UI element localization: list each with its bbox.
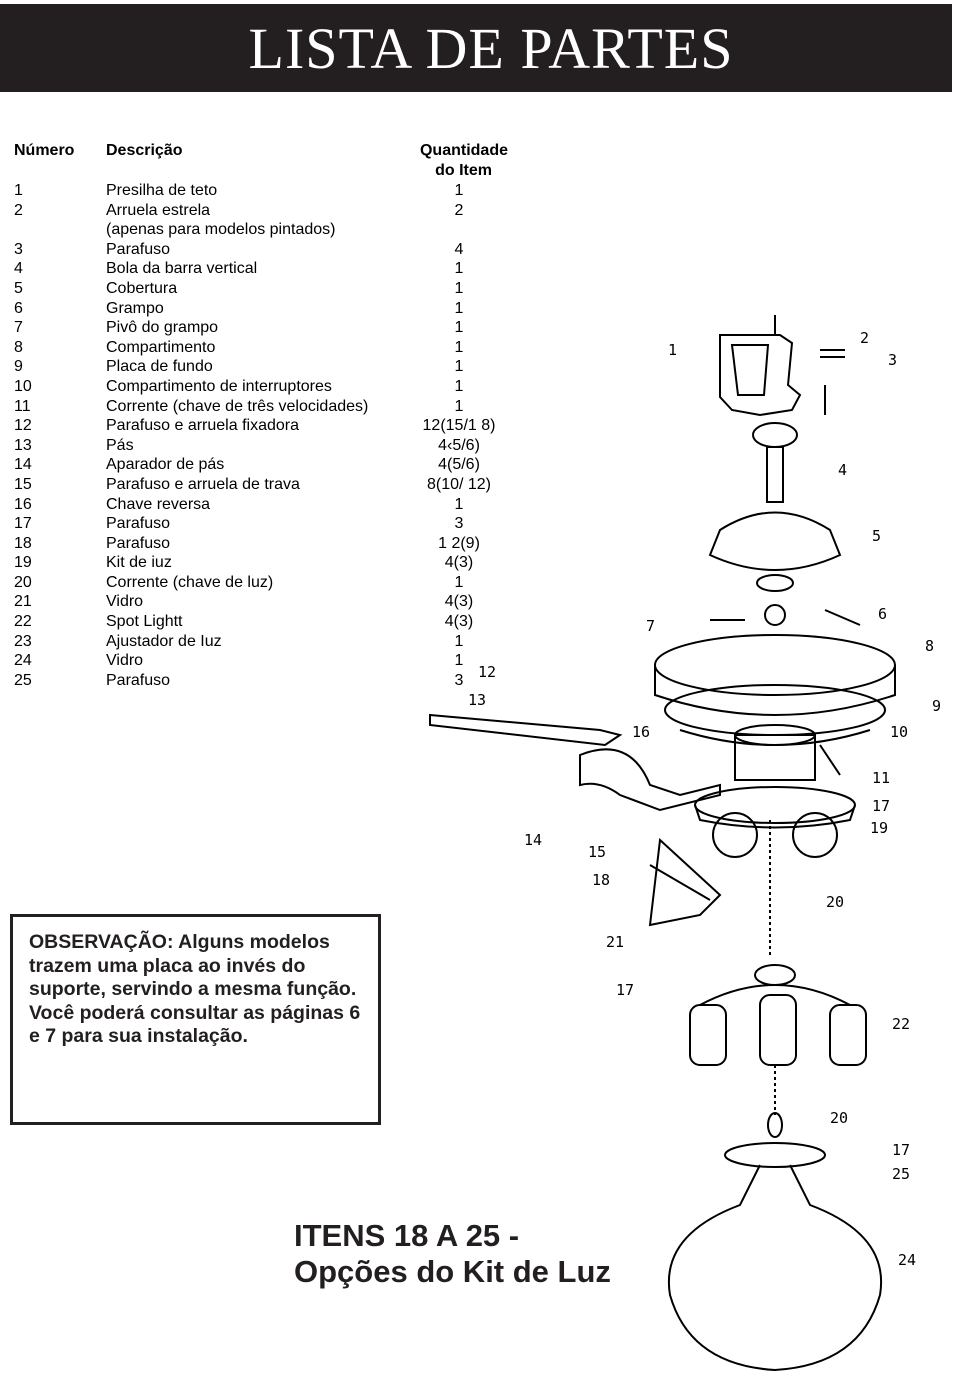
part-quantity: 4‹5/6) xyxy=(438,436,480,454)
part-quantity: 4(3) xyxy=(444,613,474,631)
label-12: 12 xyxy=(478,663,497,681)
part-quantity: 1 xyxy=(454,319,464,337)
title-banner xyxy=(0,4,952,92)
part-description: Arruela estrela xyxy=(106,201,211,219)
part-number: 4 xyxy=(14,260,23,278)
part-quantity: 2 xyxy=(454,201,464,219)
part-quantity: 1 xyxy=(454,652,464,670)
part-description: Parafuso xyxy=(106,515,171,533)
part-description: Placa de fundo xyxy=(106,358,213,376)
part-description: Presilha de teto xyxy=(106,182,218,199)
part-row xyxy=(14,181,514,201)
part-description: Ajustador de Iuz xyxy=(106,632,222,650)
part-description: Corrente (chave de três velocidades) xyxy=(106,397,369,415)
part-quantity: 4 xyxy=(454,240,464,258)
part-number: 22 xyxy=(14,613,32,631)
part-quantity: 4(3) xyxy=(444,593,474,611)
part-quantity: 12(15/1 8) xyxy=(422,417,496,435)
part-number: 12 xyxy=(14,417,32,435)
part-number: 14 xyxy=(14,456,32,474)
part-quantity: 1 xyxy=(454,358,464,376)
label-25: 25 xyxy=(892,1165,911,1183)
part-number: 24 xyxy=(14,652,32,670)
header-quantity xyxy=(412,141,508,181)
note-text-2: Você poderá consultar as páginas 6 e 7 para sua instalação. xyxy=(29,1001,361,1047)
label-2: 2 xyxy=(860,329,870,347)
label-13: 13 xyxy=(468,691,487,709)
part-description: Cobertura xyxy=(106,279,178,297)
part-number: 2 xyxy=(14,201,23,219)
part-quantity: 1 2(9) xyxy=(438,534,480,552)
part-number: 23 xyxy=(14,632,32,650)
part-number: 16 xyxy=(14,495,32,513)
part-description: Bola da barra vertical xyxy=(106,260,258,278)
part-quantity: 1 xyxy=(454,397,464,415)
label-15: 15 xyxy=(588,843,607,861)
label-14: 14 xyxy=(524,831,543,849)
header-number: Número xyxy=(14,142,75,159)
part-quantity: 1 xyxy=(454,377,464,395)
note-text-1: OBSERVAÇÃO: Alguns modelos trazem uma placa ao invés do suporte, servindo a mesma função. xyxy=(29,931,357,1000)
label-8: 8 xyxy=(925,637,935,655)
part-description: Spot Lightt xyxy=(106,613,183,631)
part-number: 20 xyxy=(14,573,32,591)
part-quantity: 1 xyxy=(454,495,464,513)
label-3: 3 xyxy=(888,351,898,369)
label-11: 11 xyxy=(872,769,891,787)
part-description: Aparador de pás xyxy=(106,456,225,474)
label-17b: 17 xyxy=(616,981,635,999)
part-number: 15 xyxy=(14,475,32,493)
part-row xyxy=(14,240,514,260)
part-number: 8 xyxy=(14,338,23,356)
part-number: 21 xyxy=(14,593,32,611)
part-number: 1 xyxy=(14,182,23,199)
part-number: 18 xyxy=(14,534,32,552)
part-description: Corrente (chave de luz) xyxy=(106,573,274,591)
header-description: Descrição xyxy=(106,142,183,159)
part-number: 6 xyxy=(14,299,23,317)
part-number: 25 xyxy=(14,671,32,689)
label-1: 1 xyxy=(668,341,678,359)
kit-caption-line1: ITENS 18 A 25 - xyxy=(294,1218,520,1253)
label-24: 24 xyxy=(898,1251,917,1269)
label-17: 17 xyxy=(872,797,891,815)
part-description: Vidro xyxy=(106,652,144,670)
label-21: 21 xyxy=(606,933,625,951)
part-description: (apenas para modelos pintados) xyxy=(106,221,336,239)
kit-caption-line2: Opções do Kit de Luz xyxy=(294,1254,611,1289)
part-description: Kit de iuz xyxy=(106,554,172,572)
part-quantity: 4(5/6) xyxy=(438,456,480,474)
part-description: Grampo xyxy=(106,299,164,317)
part-quantity: 8(10/ 12) xyxy=(426,475,492,493)
part-description: Chave reversa xyxy=(106,495,211,513)
part-quantity: 4(3) xyxy=(444,554,474,572)
label-17c: 17 xyxy=(892,1141,911,1159)
part-row xyxy=(14,279,514,299)
label-22: 22 xyxy=(892,1015,911,1033)
label-4: 4 xyxy=(838,461,848,479)
label-16: 16 xyxy=(632,723,651,741)
part-description: Pivô do grampo xyxy=(106,319,219,337)
header-quantity-line2: do Item xyxy=(435,162,492,179)
part-number: 17 xyxy=(14,515,32,533)
page-title: LISTA DE PARTES xyxy=(248,15,734,81)
part-number: 5 xyxy=(14,279,23,297)
part-quantity: 1 xyxy=(454,260,464,278)
part-description: Compartimento de interruptores xyxy=(106,377,332,395)
part-row xyxy=(14,259,514,279)
part-quantity: 3 xyxy=(454,515,464,533)
part-quantity: 1 xyxy=(454,632,464,650)
part-row xyxy=(14,201,514,221)
label-10: 10 xyxy=(890,723,909,741)
part-description: Parafuso xyxy=(106,671,171,689)
part-number: 11 xyxy=(14,397,31,415)
label-7: 7 xyxy=(646,617,656,635)
label-9: 9 xyxy=(932,697,942,715)
part-row xyxy=(14,220,514,240)
part-quantity: 1 xyxy=(454,573,464,591)
part-number: 9 xyxy=(14,358,23,376)
note-box xyxy=(10,914,381,1125)
part-description: Parafuso xyxy=(106,534,171,552)
label-18: 18 xyxy=(592,871,611,889)
part-number: 19 xyxy=(14,554,32,572)
label-6: 6 xyxy=(878,605,888,623)
label-20: 20 xyxy=(826,893,845,911)
label-19: 19 xyxy=(870,819,889,837)
part-description: Parafuso xyxy=(106,240,171,258)
part-quantity: 1 xyxy=(454,338,464,356)
part-quantity: 3 xyxy=(454,671,464,689)
part-quantity: 1 xyxy=(454,182,464,199)
part-number: 7 xyxy=(14,319,23,337)
exploded-fan-diagram xyxy=(420,315,960,1375)
label-20b: 20 xyxy=(830,1109,849,1127)
header-quantity-line1: Quantidade xyxy=(419,142,508,159)
part-quantity: 1 xyxy=(454,279,464,297)
part-description: Parafuso e arruela fixadora xyxy=(106,417,299,435)
part-number: 10 xyxy=(14,377,32,395)
part-description: Compartimento xyxy=(106,338,216,356)
part-description: Parafuso e arruela de trava xyxy=(106,475,300,493)
label-5: 5 xyxy=(872,527,882,545)
part-description: Pás xyxy=(106,436,134,454)
part-number: 13 xyxy=(14,436,32,454)
part-description: Vidro xyxy=(106,593,144,611)
part-quantity: 1 xyxy=(454,299,464,317)
part-number: 3 xyxy=(14,240,23,258)
